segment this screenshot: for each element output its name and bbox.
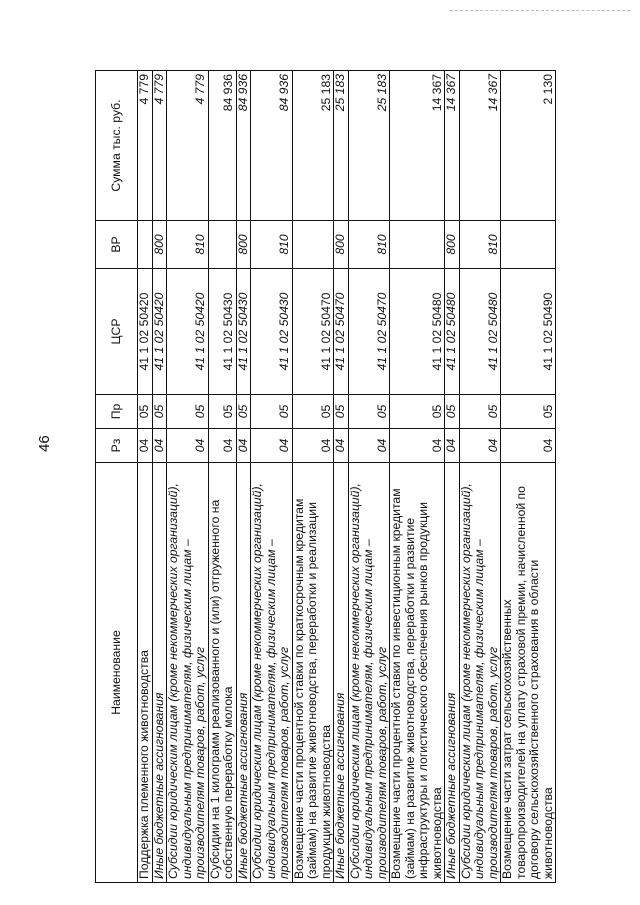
table-row (390, 71, 445, 883)
cell-name: Иные бюджетные ассигнования (445, 463, 460, 883)
cell-pr: 05 (348, 395, 390, 429)
table-header-row (96, 71, 138, 883)
cell-pr: 05 (251, 395, 293, 429)
cell-sum: 14 367 (445, 71, 460, 221)
table-row (152, 71, 167, 883)
header-sum: Сумма тыс. руб. (96, 71, 138, 221)
cell-pr: 05 (501, 395, 556, 429)
cell-rz: 04 (390, 429, 445, 463)
cell-pr: 05 (236, 395, 251, 429)
cell-csr: 41 1 02 50470 (348, 269, 390, 395)
rotated-table-container (95, 71, 555, 883)
cell-vr: 810 (251, 221, 293, 269)
cell-pr: 05 (334, 395, 349, 429)
cell-vr: 810 (348, 221, 390, 269)
cell-sum: 84 936 (251, 71, 293, 221)
table-row (236, 71, 251, 883)
table-row (138, 71, 153, 883)
cell-vr: 810 (459, 221, 501, 269)
table-row (208, 71, 236, 883)
cell-rz: 04 (445, 429, 460, 463)
cell-name: Иные бюджетные ассигнования (236, 463, 251, 883)
cell-pr: 05 (459, 395, 501, 429)
cell-sum: 84 936 (236, 71, 251, 221)
cell-vr: 800 (334, 221, 349, 269)
cell-sum: 25 183 (292, 71, 334, 221)
header-rz: Рз (96, 429, 138, 463)
cell-vr (208, 221, 236, 269)
cell-pr: 05 (138, 395, 153, 429)
cell-sum: 4 779 (138, 71, 153, 221)
cell-rz: 04 (236, 429, 251, 463)
table-row (501, 71, 556, 883)
table-row (292, 71, 334, 883)
cell-name: Иные бюджетные ассигнования (152, 463, 167, 883)
cell-pr: 05 (208, 395, 236, 429)
cell-rz: 04 (459, 429, 501, 463)
header-name: Наименование (96, 463, 138, 883)
cell-name: Иные бюджетные ассигнования (334, 463, 349, 883)
cell-name: Возмещение части процентной ставки по краткосрочным кредитам (займам) на развитие животноводства, переработки и реализации продукции животноводства (292, 463, 334, 883)
cell-sum: 84 936 (208, 71, 236, 221)
cell-csr: 41 1 02 50470 (292, 269, 334, 395)
scan-edge-marks (450, 10, 630, 12)
cell-name: Субсидии юридическим лицам (кроме некоммерческих организаций), индивидуальным предпринимателям, физическим лицам – производителям товаров, работ, услуг (348, 463, 390, 883)
cell-csr: 41 1 02 50480 (390, 269, 445, 395)
table-row (167, 71, 209, 883)
cell-rz: 04 (292, 429, 334, 463)
table-row (334, 71, 349, 883)
cell-name: Субсидии юридическим лицам (кроме некоммерческих организаций), индивидуальным предпринимателям, физическим лицам – производителям товаров, работ, услуг (251, 463, 293, 883)
cell-csr: 41 1 02 50420 (167, 269, 209, 395)
cell-csr: 41 1 02 50420 (138, 269, 153, 395)
cell-vr (292, 221, 334, 269)
table-row (459, 71, 501, 883)
header-csr: ЦСР (96, 269, 138, 395)
cell-vr: 800 (445, 221, 460, 269)
header-vr: ВР (96, 221, 138, 269)
cell-rz: 04 (138, 429, 153, 463)
cell-name: Субсидии юридическим лицам (кроме некоммерческих организаций), индивидуальным предпринимателям, физическим лицам – производителям товаров, работ, услуг (167, 463, 209, 883)
cell-pr: 05 (152, 395, 167, 429)
cell-vr (501, 221, 556, 269)
cell-csr: 41 1 02 50480 (445, 269, 460, 395)
cell-sum: 4 779 (152, 71, 167, 221)
cell-vr: 810 (167, 221, 209, 269)
cell-name: Субсидии юридическим лицам (кроме некоммерческих организаций), индивидуальным предпринимателям, физическим лицам – производителям товаров, работ, услуг (459, 463, 501, 883)
cell-sum: 14 367 (459, 71, 501, 221)
table-row (251, 71, 293, 883)
cell-csr: 41 1 02 50430 (236, 269, 251, 395)
cell-rz: 04 (167, 429, 209, 463)
cell-rz: 04 (251, 429, 293, 463)
cell-pr: 05 (390, 395, 445, 429)
cell-vr: 800 (152, 221, 167, 269)
cell-sum: 14 367 (390, 71, 445, 221)
cell-csr: 41 1 02 50480 (459, 269, 501, 395)
cell-csr: 41 1 02 50420 (152, 269, 167, 395)
cell-sum: 25 183 (348, 71, 390, 221)
cell-rz: 04 (208, 429, 236, 463)
cell-csr: 41 1 02 50490 (501, 269, 556, 395)
table-row (445, 71, 460, 883)
cell-sum: 25 183 (334, 71, 349, 221)
cell-name: Поддержка племенного животноводства (138, 463, 153, 883)
cell-rz: 04 (501, 429, 556, 463)
cell-pr: 05 (445, 395, 460, 429)
cell-vr (138, 221, 153, 269)
cell-csr: 41 1 02 50430 (251, 269, 293, 395)
cell-rz: 04 (334, 429, 349, 463)
cell-vr: 800 (236, 221, 251, 269)
cell-name: Возмещение части затрат сельскохозяйственных товаропроизводителей на уплату страховой премии, начисленной по договору сельскохозяйственного страхования в области животноводства (501, 463, 556, 883)
cell-rz: 04 (348, 429, 390, 463)
cell-name: Субсидии на 1 килограмм реализованного и (или) отгруженного на собственную переработку молока (208, 463, 236, 883)
cell-sum: 4 779 (167, 71, 209, 221)
cell-csr: 41 1 02 50430 (208, 269, 236, 395)
page-number: 46 (36, 435, 53, 452)
table-row (348, 71, 390, 883)
cell-csr: 41 1 02 50470 (334, 269, 349, 395)
cell-pr: 05 (292, 395, 334, 429)
cell-sum: 2 130 (501, 71, 556, 221)
header-pr: Пр (96, 395, 138, 429)
budget-table (95, 70, 556, 883)
table-body (138, 71, 556, 883)
cell-name: Возмещение части процентной ставки по инвестиционным кредитам (займам) на развитие животноводства, переработки и развитие инфраструктуры и логистического обеспечения рынков продукции животноводства (390, 463, 445, 883)
cell-pr: 05 (167, 395, 209, 429)
cell-vr (390, 221, 445, 269)
cell-rz: 04 (152, 429, 167, 463)
